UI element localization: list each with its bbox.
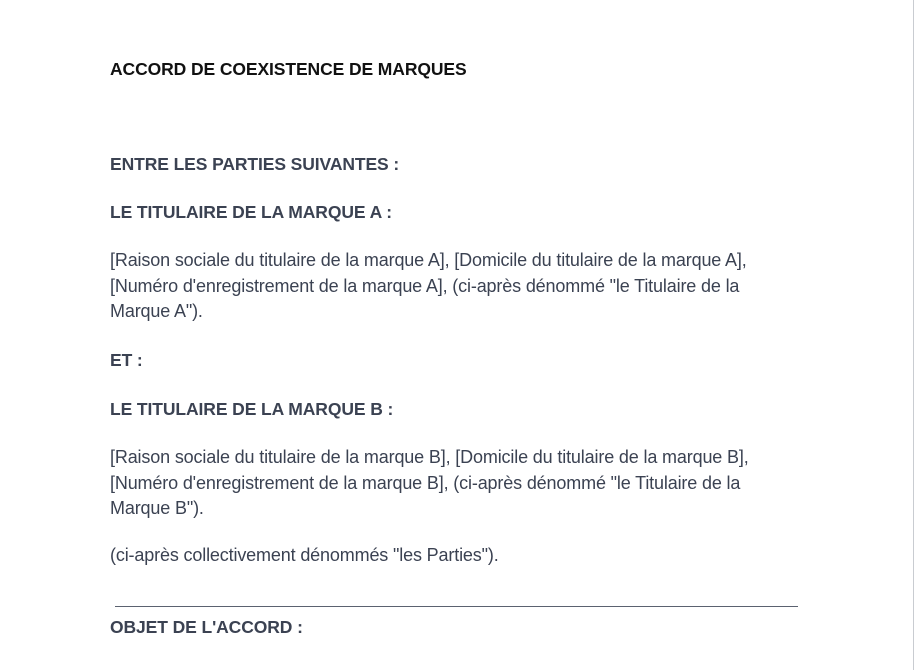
parties-heading: ENTRE LES PARTIES SUIVANTES : — [110, 154, 400, 174]
and-heading: ET : — [110, 350, 143, 370]
party-b-heading: LE TITULAIRE DE LA MARQUE B : — [110, 399, 394, 419]
section-divider — [115, 606, 798, 607]
object-heading: OBJET DE L'ACCORD : — [110, 617, 303, 637]
collective-paragraph: (ci-après collectivement dénommés "les Parties"). — [110, 545, 499, 565]
document-title: ACCORD DE COEXISTENCE DE MARQUES — [110, 59, 467, 79]
party-b-paragraph: [Raison sociale du titulaire de la marque B], [Domicile du titulaire de la marque B], [Numéro d'enregistrement de la marque B], (ci-après dénommé "le Titulaire de la Marque B"). — [110, 447, 749, 518]
party-a-paragraph: [Raison sociale du titulaire de la marque A], [Domicile du titulaire de la marque A], [Numéro d'enregistrement de la marque A], (ci-après dénommé "le Titulaire de la Marque A"). — [110, 250, 747, 321]
party-a-heading: LE TITULAIRE DE LA MARQUE A : — [110, 202, 392, 222]
